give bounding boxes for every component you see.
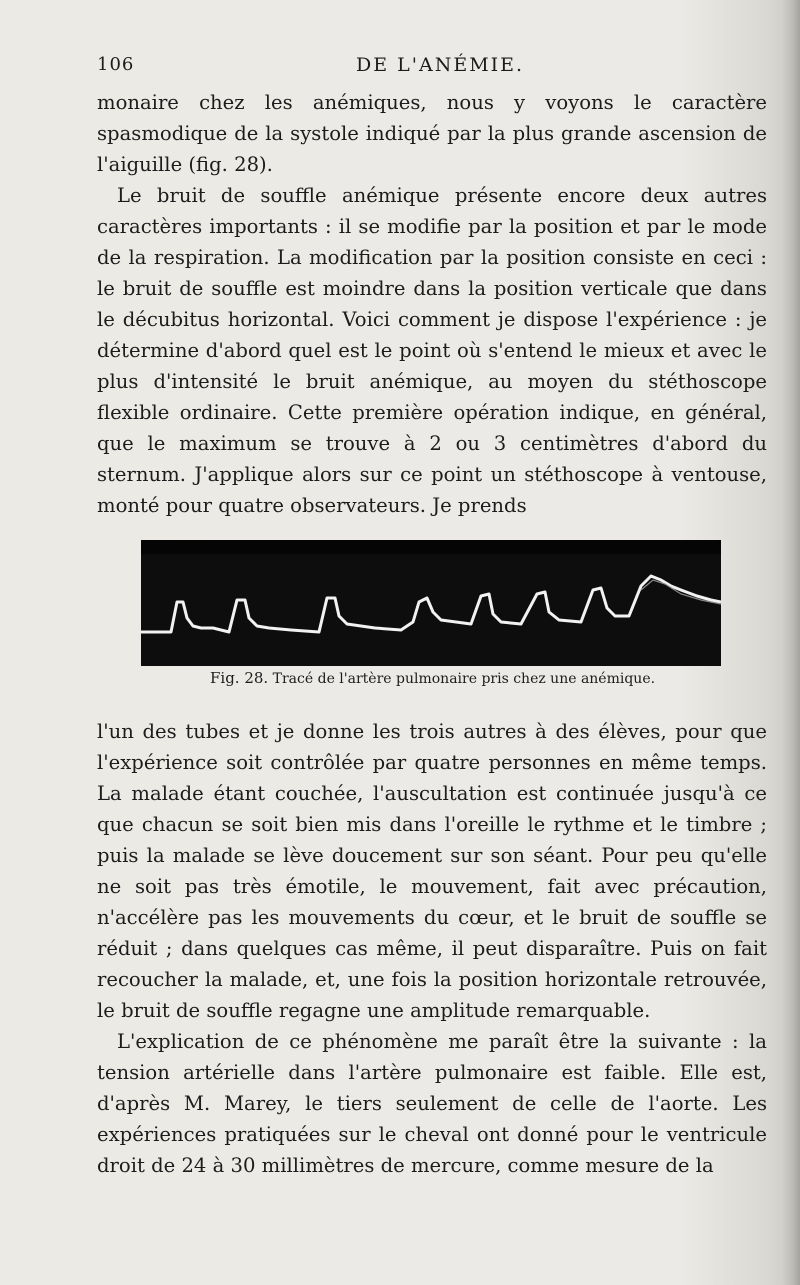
page-number: 106: [97, 54, 135, 75]
paragraph: monaire chez les anémiques, nous y voyons le caractère spasmodique de la systole indiqué par la plus grande ascension de l'aiguille (fig. 28).: [97, 91, 767, 176]
running-title: DE L'ANÉMIE.: [356, 54, 525, 76]
paragraph: Le bruit de souffle anémique présente encore deux autres caractères importants : il se modifie par la position et par le mode de la respiration. La modification par la position consiste en ceci : le bruit de souffle est moindre dans la position verticale que dans le décubitus horizontal. Voici comment je dispose l'expérience : je détermine d'abord quel est le point où s'entend le mieux et avec le plus d'intensité le bruit anémique, au moyen du stéthoscope flexible ordinaire. Cette première opération indique, en général, que le maximum se trouve à 2 ou 3 centimètres d'abord du sternum. J'applique alors sur ce point un stéthoscope à ventouse, monté pour quatre observateurs. Je prends: [97, 184, 767, 517]
page-header: [97, 54, 767, 84]
figure-caption-text: Tracé de l'artère pulmonaire pris chez une anémique.: [272, 671, 656, 687]
trace-image: [141, 540, 721, 666]
body-text-bottom: [97, 716, 767, 1181]
figure-caption: [210, 669, 730, 687]
trace-top-band: [141, 540, 721, 554]
paragraph: l'un des tubes et je donne les trois autres à des élèves, pour que l'expérience soit contrôlée par quatre personnes en même temps. La malade étant couchée, l'auscultation est continuée jusqu'à ce que chacun se soit bien mis dans l'oreille le rythme et le timbre ; puis la malade se lève doucement sur son séant. Pour peu qu'elle ne soit pas très émotile, le mouvement, fait avec précaution, n'accélère pas les mouvements du cœur, et le bruit de souffle se réduit ; dans quelques cas même, il peut disparaître. Puis on fait recoucher la malade, et, une fois la position horizontale retrouvée, le bruit de souffle regagne une amplitude remarquable.: [97, 720, 767, 1022]
body-text-top: [97, 87, 767, 521]
figure-label: Fig. 28.: [210, 669, 269, 687]
page-edge-shadow: [782, 0, 800, 1285]
paragraph: L'explication de ce phénomène me paraît être la suivante : la tension artérielle dans l'artère pulmonaire est faible. Elle est, d'après M. Marey, le tiers seulement de celle de l'aorte. Les expériences pratiquées sur le cheval ont donné pour le ventricule droit de 24 à 30 millimètres de mercure, comme mesure de la: [97, 1030, 767, 1177]
pulmonary-artery-trace-figure: [141, 540, 721, 666]
